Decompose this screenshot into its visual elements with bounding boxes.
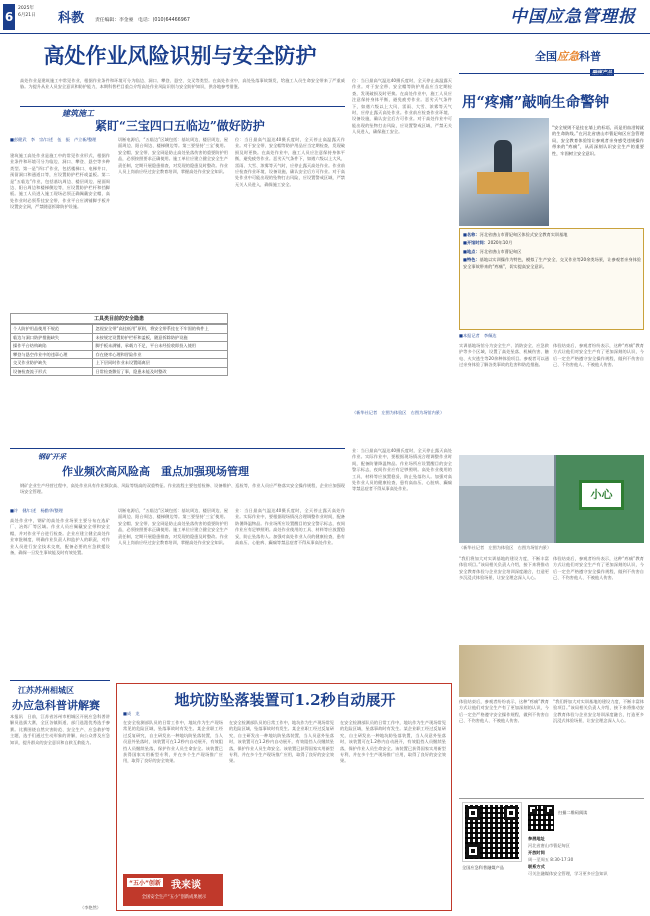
table-row [11, 325, 228, 334]
table-cell-desc: 存在侥幸心理和冒险作业 [93, 350, 228, 359]
paper-logo: 中国应急管理报 [510, 7, 636, 27]
editors-line: 责任编辑：李金豪 电话：(010)64466967 [95, 18, 190, 23]
red-article-body-a: 在安全检测部队员的日常工作中，地坑作为生产现场常见的危险区域，坠落事故时有发生。某企业职工经过反复研究，自主研发出一种地坑防坠落装置，当人员意外坠落时，该装置可在1.2秒内自动展开，有效阻挡人员继续坠落，保护作业人员生命安全。该装置已获得国家实用新型专利，并在多个生产现场推广应用，取得了良好的安全效果。 [123, 720, 223, 764]
table-cell-risk: 临边与洞口防护措施缺失 [11, 333, 93, 342]
footer-line: 河北省唐山市曹妃甸区 [528, 843, 570, 848]
feature2-lead: 钢矿开采 [38, 452, 66, 461]
right-photo-mid [459, 455, 644, 543]
table-cell-desc: 未按规定设置防护栏杆和盖板，随意拆除防护设施 [93, 333, 228, 342]
col-c-body: 位：当日最高气温达40摄氏度时，全天停止高温露天作业。对于安全带、安全帽等防护用品应当定期检查，发现破损及时更换。在高处作业中，施工人员应注意保持身体平衡，避免疲劳作业。恶劣天气条件下，如遇六级以上大风、雷雨、大雪、浓雾等天气时，应停止露天高处作业。作业前应检查作业环境、设备设施，确认安全后方可作业。对于高处作业中可能出现的坠物打击风险，应设置警戒区域，严禁无关人员进入，确保施工安全。 [235, 137, 345, 187]
table-cell-risk: 个人防护用品使用不规范 [11, 325, 93, 334]
qr-caption: 扫描二维码阅读 [558, 810, 588, 815]
bottom-left-title: 江苏苏州相城区 [18, 685, 74, 695]
feature2-body-b: 切断电源后，“五临边”区域包括：基坑周边、楼层周边、屋面周边、阳台周边、楼梯侧边等。第三要坚持‘三宝’使用。安全帽、安全带、安全网是防止高处坠落伤害的重要防护用品，必须按照要求正确使用。施工单位应建立健全安全生产责任制，定期开展隐患排查，对发现的隐患及时整改。作业人员上岗前应经过安全教育培训，掌握高处作业安全知识。 [118, 508, 228, 546]
qr2-caption: 全国应急科普融媒产品 [462, 865, 504, 870]
brand-logo: 全国应急科普 [535, 48, 650, 77]
right-photo-top [459, 118, 549, 226]
table-row [11, 350, 228, 359]
info-item: ■特色：基地以实训操作为特色，模拟了生产安全、交叉作业等20余类场景，让参观者亲身体验安全事故带来的“疼痛”，切实提高安全意识。 [463, 257, 641, 269]
intro-text: 高处作业是建筑施工中常见作业，根据作业条件和环境可分为临边、洞口、攀登、悬空、交叉等类型。在高处作业中，高处坠落事故频发，给施工人员生命安全带来了严重威胁。为提升从业人员安全意识和防护能力，本期科普栏目重点介绍高处作业风险识别与安全防护知识，供各地参考借鉴。 [20, 78, 345, 90]
table-row [11, 367, 228, 376]
col-a-body: 建筑施工高处作业是施工中的常见作业形式，根据作业条件和环境可分为临边、洞口、攀登、悬空等多种类型。第一是“四口”作业，包括楼梯口、电梯井口、预留洞口和通道口等，应设置防护栏杆或盖板。第二是“五临边”作业，包括基坑周边、楼层周边、屋面周边、阳台周边和楼梯侧边等，应设置防护栏杆和挡脚板。施工人员进入施工现场必须正确佩戴安全帽，高处作业时必须系挂安全带，作业平台应满铺脚手板并设置安全网，严禁随意拆除防护设施。 [10, 153, 110, 210]
right-title: 用“疼痛”敲响生命警钟 [462, 94, 610, 111]
red-article-body-c: 在安全检测部队员的日常工作中，地坑作为生产现场常见的危险区域，坠落事故时有发生。某企业职工经过反复研究，自主研发出一种地坑防坠落装置，当人员意外坠落时，该装置可在1.2秒内自动展开，有效阻挡人员继续坠落，保护作业人员生命安全。该装置已获得国家实用新型专利，并在多个生产现场推广应用，取得了良好的安全效果。 [340, 720, 446, 764]
table-cell-desc: 忽视安全带“高挂低用”原则，将安全带系挂在不牢固的构件上 [93, 325, 228, 334]
red-article-box [116, 683, 452, 911]
red-article-body-b: 在安全检测部队员的日常工作中，地坑作为生产现场常见的危险区域，坠落事故时有发生。某企业职工经过反复研究，自主研发出一种地坑防坠落装置，当人员意外坠落时，该装置可在1.2秒内自动展开，有效阻挡人员继续坠落，保护作业人员生命安全。该装置已获得国家实用新型专利，并在多个生产现场推广应用，取得了良好的安全效果。 [229, 720, 334, 764]
info-item: ■开馆时间：2020年10月 [463, 240, 513, 246]
warning-sign: 小心 [579, 480, 624, 510]
table-cell-risk: 设备检查流于形式 [11, 367, 93, 376]
col-d-body: 业：当日最高气温达40摄氏度时，全天停止露天高处作业。实际作业中，要根据现场情况合理调整作业时间，配备防暑降温物品。作业场所应设置醒目的安全警示标志，夜间作业应有足够照明。高处作业使用的工具、材料等应放置稳妥，防止坠落伤人。加强对高处作业人员的健康检查，患有高血压、心脏病、癫痫等禁忌症者不得从事高处作业。 [235, 508, 345, 546]
table-cell-desc: 上下层同时作业未设置隔离层 [93, 359, 228, 368]
red-article-title: 地坑防坠落装置可1.2秒自动展开 [174, 691, 396, 709]
right-byline: ■本报记者 李佩达 [459, 333, 497, 338]
footer-line: 可关注融媒体安全管理，学习更多应急知识 [528, 871, 608, 876]
table-cell-risk: 攀登与悬空作业中的违章心理 [11, 350, 93, 359]
info-item: ■地点：河北省唐山市曹妃甸区 [463, 248, 522, 254]
info-list [463, 232, 641, 272]
right-body3: “我们将加大对实训基地的建设力度，不断丰富体验项目。”该局相关负责人介绍，接下来将推动安全教育体验与企业安全培训深度融合，打造更多沉浸式体验场景，让安全理念深入人心。 [459, 556, 549, 581]
right-photo-bottom [459, 645, 644, 697]
col-a-lead: 建筑施工 [62, 108, 94, 118]
qr-code-small[interactable] [528, 805, 554, 831]
table-title: 工具类目前的安全隐患 [10, 313, 228, 324]
info-item: ■名称：河北省唐山市曹妃甸区体验式安全教育实训基地 [463, 232, 568, 237]
bottom-left-title2: 办应急科普讲解赛 [12, 699, 100, 712]
table-row [11, 333, 228, 342]
right-body1: 实训基地场馆分为安全生产、消防安全、应急救护等多个区域，设置了高处坠落、机械伤害、触电、火灾逃生等20余种体验项目。参观者可以通过亲身体验了解各类事故的危害和防范措施。 [459, 343, 549, 368]
col-f-body: 业：当日最高气温达40摄氏度时，全天停止露天高处作业。实际作业中，要根据现场情况合理调整作业时间，配备防暑降温物品。作业场所应设置醒目的安全警示标志，夜间作业应有足够照明。高处作业使用的工具、材料等应放置稳妥，防止坠落伤人。加强对高处作业人员的健康检查，患有高血压、心脏病、癫痫等禁忌症者不得从事高处作业。 [352, 448, 452, 492]
feature2-byline: ■许 健/口述 杨勤华/整理 [10, 508, 63, 513]
table-cell-risk: 交叉作业防护缺失 [11, 359, 93, 368]
col-e-note: （新华社记者 左图为体验区 右图为场馆内景） [352, 410, 445, 415]
masthead [0, 0, 650, 34]
right-quote: “安全规则不是挂在墙上的标语，而是用血泪铸就的生命防线。”在河北省唐山市曹妃甸区应急管理局，安全教育体验馆让参观者亲身感受违规操作带来的“疼痛”，从而深刻认识安全生产的重要性，牢固树立安全意识。 [552, 125, 644, 156]
bottom-left-body: 本报讯 日前，江苏省苏州市相城区开展应急科普讲解员选拔大赛，全区各镇街道、部门选派优秀选手参赛。比赛围绕自然灾害防范、安全生产、应急救护等主题，选手们通过生动形象的讲解，向公众普及应急知识，提升群众的安全意识和自救互救能力。 [10, 714, 110, 745]
page-number: 6 [3, 4, 15, 30]
col-a-title: 紧盯“三宝四口五临边”做好防护 [95, 119, 265, 133]
right-body2: 体验结束后，参观者纷纷表示，这种“疼痛”教育方式让他们对安全生产有了更加深刻的认识，今后一定会严格遵守安全操作规程，做到不伤害自己、不伤害他人、不被他人伤害。 [553, 343, 644, 368]
innovation-stamp: “五小”创新 我来谈 全国安全生产“五小”创新成果展示 [123, 874, 223, 906]
right-body5: “我们将加大对实训基地的建设力度，不断丰富体验项目。”该局相关负责人介绍，接下来将推动安全教育体验与企业安全培训深度融合，打造更多沉浸式体验场景，让安全理念深入人心。 [553, 699, 644, 724]
col-e-body: 位：当日最高气温达40摄氏度时，全天停止高温露天作业。对于安全带、安全帽等防护用品应当定期检查，发现破损及时更换。在高处作业中，施工人员应注意保持身体平衡，避免疲劳作业。恶劣天气条件下，如遇六级以上大风、雷雨、大雪、浓雾等天气时，应停止露天高处作业。作业前应检查作业环境、设备设施，确认安全后方可作业。对于高处作业中可能出现的坠物打击风险，应设置警戒区域，严禁无关人员进入，确保施工安全。 [352, 78, 452, 135]
footer-line: 参展地址 [528, 836, 545, 841]
right-body4: 体验结束后，参观者纷纷表示，这种“疼痛”教育方式让他们对安全生产有了更加深刻的认识，今后一定会严格遵守安全操作规程，做到不伤害自己、不伤害他人、不被他人伤害。 [459, 699, 549, 724]
table-cell-desc: 日常检查敷衍了事，隐患未能及时整改 [93, 367, 228, 376]
table-cell-risk: 操作平台结构缺陷 [11, 342, 93, 351]
footer-line: 开放时间 [528, 850, 545, 855]
feature2-title: 作业频次高风险高 重点加强现场管理 [62, 465, 249, 478]
table-row [11, 342, 228, 351]
footer-line: 联系方式 [528, 864, 545, 869]
footer-line: 周一至周五 8:30-17:30 [528, 857, 574, 862]
hazard-table [10, 313, 228, 376]
page-headline: 高处作业风险识别与安全防护 [43, 43, 317, 68]
qr-code-main[interactable] [463, 803, 521, 861]
table-row [11, 359, 228, 368]
footer-info [528, 836, 643, 878]
right-body3b: 体验结束后，参观者纷纷表示，这种“疼痛”教育方式让他们对安全生产有了更加深刻的认识，今后一定会严格遵守安全操作规程，做到不伤害自己、不伤害他人、不被他人伤害。 [553, 556, 644, 581]
issue-date: 2025年 6月21日 [18, 6, 36, 18]
bottom-left-credit: （李艳然） [80, 905, 101, 910]
table-cell-desc: 脚手板未满铺，承载力不足，平台未经验收即投入使用 [93, 342, 228, 351]
col-a-byline: ■彭健武 李 宗/口述 伍 振 卢立新/整理 [10, 137, 97, 142]
red-article-byline: ■成 龙 [123, 711, 140, 716]
right-photo-caption: （新华社记者 左图为体验区 右图为场馆内景） [459, 545, 552, 550]
feature2-body: 高处作业中，钢矿的高处作业场景主要分布在选矿厂、冶炼厂等区域。作业人员应佩戴安全带和安全帽，并对作业平台进行检查。企业应建立健全高处作业审批制度，明确作业负责人和监护人的职责，对作业人员进行安全技术交底，配备必要的应急救援设备，确保一旦发生事故能及时有效处置。 [10, 518, 110, 556]
feature2-intro: 钢矿企业生产经营过程中，高处作业具有作业频次高、风险等级高的双重特征。作业流程主要包括检修、设备维护、巡检等，作业人员应严格落实安全操作规程，企业应加强现场安全管理。 [20, 483, 345, 495]
col-b-body: 切断电源后，“五临边”区域包括：基坑周边、楼层周边、屋面周边、阳台周边、楼梯侧边等。第三要坚持‘三宝’使用。安全帽、安全带、安全网是防止高处坠落伤害的重要防护用品，必须按照要求正确使用。施工单位应建立健全安全生产责任制，定期开展隐患排查，对发现的隐患及时整改。作业人员上岗前应经过安全教育培训，掌握高处作业安全知识。 [118, 137, 228, 175]
section-title: 科教 [58, 11, 85, 26]
